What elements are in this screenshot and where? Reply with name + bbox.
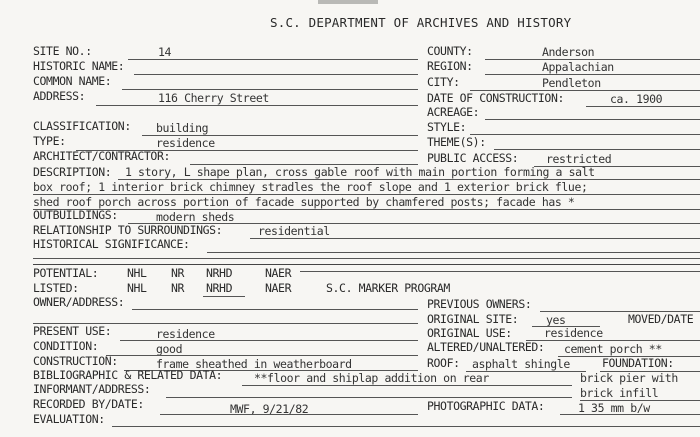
site-no-value: 14 bbox=[158, 45, 172, 59]
date-construction-line bbox=[586, 106, 700, 107]
type-label: TYPE: bbox=[33, 134, 66, 148]
marker-program-label: S.C. MARKER PROGRAM bbox=[326, 281, 450, 295]
date-construction-label: DATE OF CONSTRUCTION: bbox=[427, 91, 564, 105]
description-line-2: box roof; 1 interior brick chimney stradles the roof slope and 1 exterior brick flue; bbox=[33, 180, 588, 194]
outbuildings-label: OUTBUILDINGS: bbox=[33, 208, 118, 222]
recorded-label: RECORDED BY/DATE: bbox=[33, 397, 144, 411]
condition-label: CONDITION: bbox=[33, 339, 99, 353]
historical-significance-line-2 bbox=[33, 258, 700, 259]
potential-nr: NR bbox=[171, 266, 185, 280]
relationship-label: RELATIONSHIP TO SURROUNDINGS: bbox=[33, 223, 223, 237]
public-access-label: PUBLIC ACCESS: bbox=[427, 151, 519, 165]
section-separator bbox=[33, 264, 700, 265]
roof-label: ROOF: bbox=[427, 356, 460, 370]
relationship-line bbox=[250, 238, 700, 239]
altered-label: ALTERED/UNALTERED: bbox=[427, 340, 545, 354]
recorded-value: MWF, 9/21/82 bbox=[230, 402, 309, 416]
city-label: CITY: bbox=[427, 75, 460, 89]
style-line bbox=[470, 134, 700, 135]
potential-nhl: NHL bbox=[127, 266, 147, 280]
bibliographic-label: BIBLIOGRAPHIC & RELATED DATA: bbox=[33, 368, 223, 382]
theme-label: THEME(S): bbox=[427, 135, 486, 149]
page-title: S.C. DEPARTMENT OF ARCHIVES AND HISTORY bbox=[270, 15, 572, 30]
photographic-line bbox=[560, 414, 700, 415]
county-label: COUNTY: bbox=[427, 44, 473, 58]
photographic-value: 1 35 mm b/w bbox=[578, 401, 650, 415]
region-value: Appalachian bbox=[542, 60, 614, 74]
condition-value: good bbox=[156, 342, 183, 356]
condition-line bbox=[106, 355, 418, 356]
construction-label: CONSTRUCTION: bbox=[33, 354, 118, 368]
present-use-line bbox=[120, 340, 418, 341]
city-value: Pendleton bbox=[542, 76, 601, 90]
page-top-smudge bbox=[318, 0, 378, 4]
description-rule-3 bbox=[33, 209, 700, 210]
original-site-label: ORIGINAL SITE: bbox=[427, 312, 519, 326]
listed-nrhd: NRHD bbox=[206, 281, 233, 295]
original-use-line bbox=[526, 340, 700, 341]
description-line-3: shed roof porch across portion of facade supported by chamfered posts; facade has * bbox=[33, 195, 575, 209]
date-construction-value: ca. 1900 bbox=[610, 92, 663, 106]
original-use-label: ORIGINAL USE: bbox=[427, 326, 512, 340]
potential-label: POTENTIAL: bbox=[33, 266, 99, 280]
outbuildings-value: modern sheds bbox=[156, 210, 235, 224]
acreage-label: ACREAGE: bbox=[427, 105, 480, 119]
original-use-value: residence bbox=[544, 326, 603, 340]
listed-naer: NAER bbox=[265, 281, 292, 295]
theme-line bbox=[494, 149, 700, 150]
region-label: REGION: bbox=[427, 59, 473, 73]
recorded-line bbox=[160, 414, 418, 415]
listed-nrhd-underline bbox=[203, 296, 245, 297]
relationship-value: residential bbox=[258, 224, 330, 238]
bibliographic-value: **floor and shiplap addition on rear bbox=[254, 371, 489, 385]
architect-label: ARCHITECT/CONTRACTOR: bbox=[33, 149, 170, 163]
site-no-line bbox=[128, 59, 418, 60]
altered-value: cement porch ** bbox=[564, 342, 662, 356]
present-use-value: residence bbox=[156, 327, 215, 341]
potential-naer: NAER bbox=[265, 266, 292, 280]
address-line bbox=[96, 105, 418, 106]
potential-line bbox=[300, 271, 700, 272]
foundation-label: FOUNDATION: bbox=[602, 356, 674, 370]
owner-label: OWNER/ADDRESS: bbox=[33, 295, 125, 309]
description-label: DESCRIPTION: bbox=[33, 165, 112, 179]
informant-label: INFORMANT/ADDRESS: bbox=[33, 382, 151, 396]
public-access-value: restricted bbox=[546, 152, 612, 166]
evaluation-label: EVALUATION: bbox=[33, 412, 105, 426]
historic-name-line bbox=[134, 74, 418, 75]
region-line bbox=[485, 74, 700, 75]
listed-label: LISTED: bbox=[33, 281, 79, 295]
historic-name-label: HISTORIC NAME: bbox=[33, 59, 125, 73]
classification-label: CLASSIFICATION: bbox=[33, 119, 131, 133]
original-site-value: yes bbox=[546, 313, 566, 327]
acreage-line bbox=[485, 119, 700, 120]
owner-line bbox=[132, 309, 418, 310]
county-value: Anderson bbox=[542, 45, 595, 59]
description-line-1: 1 story, L shape plan, cross gable roof with main portion forming a salt bbox=[125, 165, 595, 179]
listed-nr: NR bbox=[171, 281, 185, 295]
bibliographic-line bbox=[242, 385, 572, 386]
address-value: 116 Cherry Street bbox=[158, 91, 269, 105]
type-value: residence bbox=[156, 136, 215, 150]
foundation-value-2: brick infill bbox=[580, 386, 659, 400]
classification-value: building bbox=[156, 121, 209, 135]
site-no-label: SITE NO.: bbox=[33, 44, 92, 58]
photographic-label: PHOTOGRAPHIC DATA: bbox=[427, 399, 545, 413]
common-name-label: COMMON NAME: bbox=[33, 74, 112, 88]
moved-date-label: MOVED/DATE bbox=[628, 312, 694, 326]
common-name-line bbox=[122, 89, 418, 90]
previous-owners-label: PREVIOUS OWNERS: bbox=[427, 297, 532, 311]
evaluation-line bbox=[112, 426, 700, 427]
historical-significance-label: HISTORICAL SIGNIFICANCE: bbox=[33, 237, 190, 251]
informant-line bbox=[166, 397, 572, 398]
potential-nrhd: NRHD bbox=[206, 266, 233, 280]
roof-value: asphalt shingle bbox=[472, 357, 570, 371]
present-use-label: PRESENT USE: bbox=[33, 324, 112, 338]
style-label: STYLE: bbox=[427, 120, 467, 134]
construction-value: frame sheathed in weatherboard bbox=[156, 357, 352, 371]
listed-nhl: NHL bbox=[127, 281, 147, 295]
foundation-value-1: brick pier with bbox=[580, 371, 678, 385]
address-label: ADDRESS: bbox=[33, 89, 86, 103]
historical-significance-line-1 bbox=[207, 252, 700, 253]
